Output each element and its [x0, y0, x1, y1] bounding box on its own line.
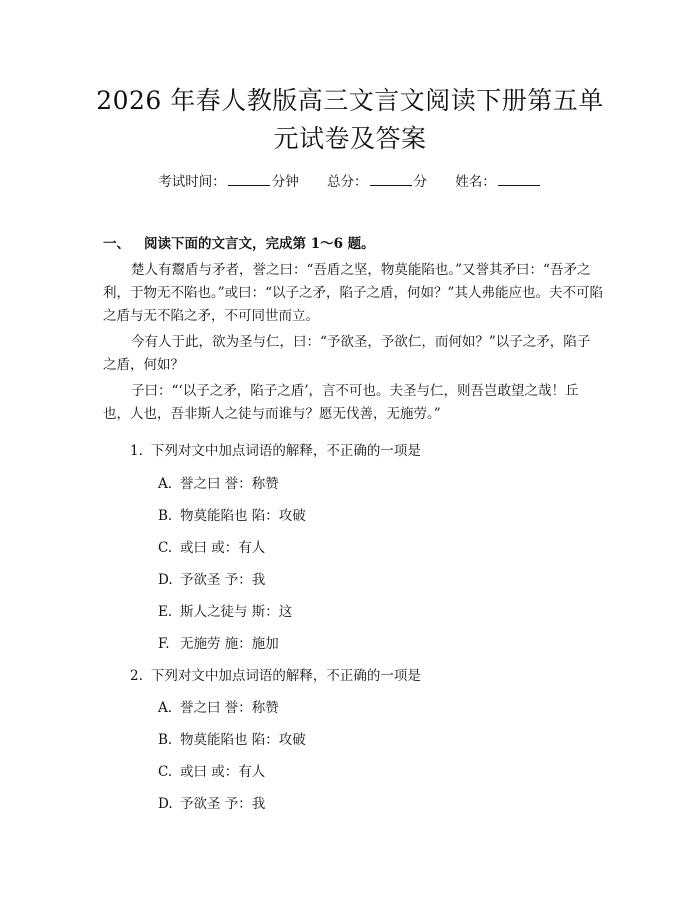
q2-option-c[interactable] [158, 760, 265, 780]
option-letter: D. [158, 796, 173, 812]
total-score-unit: 分 [413, 174, 427, 190]
question-2 [130, 664, 421, 684]
question-number: 1. [130, 443, 143, 459]
total-score-blank[interactable] [370, 184, 412, 186]
option-letter: E. [158, 604, 173, 620]
option-text: 誉之曰 誉：称赞 [180, 700, 279, 716]
exam-time-unit: 分钟 [271, 174, 299, 190]
document-title [80, 82, 620, 158]
q1-option-c[interactable] [158, 536, 265, 556]
option-letter: B. [158, 508, 173, 524]
exam-time-field [158, 170, 299, 190]
q2-option-b[interactable] [158, 728, 306, 748]
passage-paragraph-2: 今有人于此，欲为圣与仁，曰：“予欲圣，予欲仁，而何如？”以子之矛，陷子之盾，何如？ [103, 334, 591, 373]
option-text: 或曰 或：有人 [180, 540, 266, 556]
exam-time-blank[interactable] [228, 184, 270, 186]
total-score-field [327, 170, 427, 190]
q1-option-d[interactable] [158, 568, 265, 588]
total-score-label: 总分： [327, 174, 368, 190]
option-text: 物莫能陷也 陷：攻破 [180, 732, 306, 748]
name-field [455, 170, 542, 190]
q2-option-a[interactable] [158, 696, 279, 716]
q1-option-f[interactable] [158, 632, 279, 652]
q2-option-d[interactable] [158, 792, 265, 812]
option-text: 无施劳 施：施加 [180, 636, 279, 652]
option-text: 斯人之徒与 斯：这 [180, 604, 293, 620]
question-stem: 下列对文中加点词语的解释，不正确的一项是 [150, 443, 421, 459]
q1-option-e[interactable] [158, 600, 292, 620]
passage-paragraph-1: 楚人有鬻盾与矛者，誉之曰：“吾盾之坚，物莫能陷也。”又誉其矛曰：“吾矛之利，于物无不陷也。”或曰：“以子之矛，陷子之盾，何如？”其人弗能应也。夫不可陷之盾与无不陷之矛，不可同世而立。 [103, 262, 603, 324]
question-number: 2. [130, 668, 143, 684]
option-letter: C. [158, 764, 173, 780]
name-blank[interactable] [498, 184, 540, 186]
option-letter: A. [158, 476, 173, 492]
section-number: 一、 [103, 236, 130, 252]
option-letter: A. [158, 700, 173, 716]
q1-option-b[interactable] [158, 504, 306, 524]
option-letter: F. [158, 636, 170, 652]
passage-paragraph-3: 子曰：“‘以子之矛，陷子之盾’，言不可也。夫圣与仁，则吾岂敢望之哉！丘也，人也，吾非斯人之徒与而谁与？愿无伐善，无施劳。” [103, 383, 579, 422]
q1-option-a[interactable] [158, 472, 279, 492]
section-heading [103, 232, 375, 252]
option-text: 予欲圣 予：我 [180, 796, 266, 812]
option-letter: D. [158, 572, 173, 588]
question-1 [130, 439, 421, 459]
option-text: 予欲圣 予：我 [180, 572, 266, 588]
question-stem: 下列对文中加点词语的解释，不正确的一项是 [150, 668, 421, 684]
exam-info-line [0, 170, 700, 190]
option-text: 誉之曰 誉：称赞 [180, 476, 279, 492]
option-letter: B. [158, 732, 173, 748]
option-text: 或曰 或：有人 [180, 764, 266, 780]
section-heading-text: 阅读下面的文言文，完成第 1～6 题。 [144, 236, 375, 252]
exam-time-label: 考试时间： [158, 174, 226, 190]
option-letter: C. [158, 540, 173, 556]
title-line-1: 2026 年春人教版高三文言文阅读下册第五单 [96, 86, 604, 115]
option-text: 物莫能陷也 陷：攻破 [180, 508, 306, 524]
title-line-2: 元试卷及答案 [273, 124, 427, 153]
name-label: 姓名： [455, 174, 496, 190]
